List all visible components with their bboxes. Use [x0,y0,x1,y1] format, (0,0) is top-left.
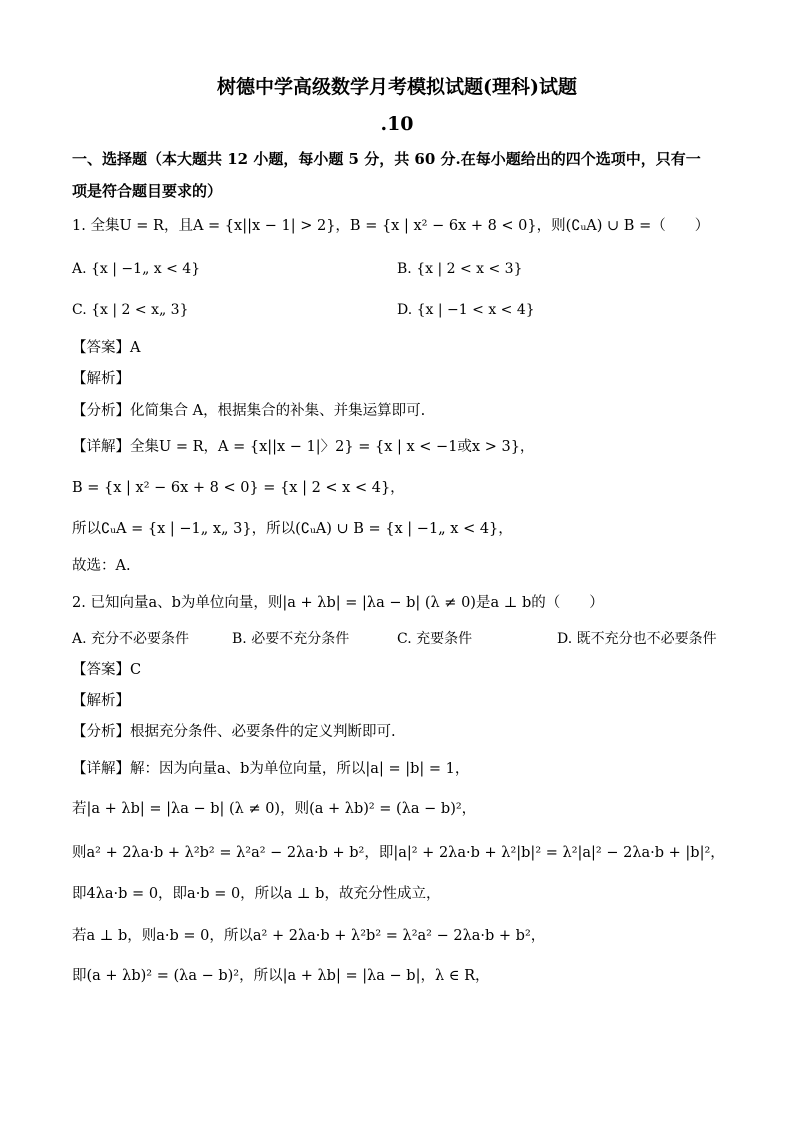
q1-option-a: A. {x | −1„ x < 4} [72,261,201,277]
q2-detail-4: 即4λa·b = 0，即a·b = 0，所以a ⊥ b，故充分性成立， [72,886,441,902]
q1-jiexi: 【解析】 [72,371,130,387]
q2-option-c: C. 充要条件 [397,631,473,647]
q1-answer: 【答案】A [72,340,141,356]
q1-option-d: D. {x | −1 < x < 4} [397,302,535,318]
q2-detail-2: 若|a + λb| = |λa − b| (λ ≠ 0)，则(a + λb)² = (λa − b)²， [72,801,477,817]
q2-option-d: D. 既不充分也不必要条件 [557,631,717,647]
q1-detail-1: 【详解】全集U = R，A = {x||x − 1|〉2} = {x | x < −1或x > 3}， [72,439,535,455]
q1-analysis: 【分析】化简集合 A，根据集合的补集、并集运算即可. [72,403,426,419]
section-heading-line2: 项是符合题目要求的） [72,182,223,200]
q2-detail-6: 即(a + λb)² = (λa − b)²，所以|a + λb| = |λa − b|，λ ∈ R， [72,968,490,984]
q2-detail-1: 【详解】解：因为向量a、b为单位向量，所以|a| = |b| = 1， [72,761,470,777]
q2-option-b: B. 必要不充分条件 [232,631,350,647]
q2-detail-5: 若a ⊥ b，则a·b = 0，所以a² + 2λa·b + λ²b² = λ²a² − 2λa·b + b²， [72,928,546,944]
q2-analysis: 【分析】根据充分条件、必要条件的定义判断即可. [72,724,396,740]
q1-option-c: C. {x | 2 < x„ 3} [72,302,189,318]
q1-option-b: B. {x | 2 < x < 3} [397,261,523,277]
q2-stem: 2. 已知向量a、b为单位向量，则|a + λb| = |λa − b| (λ ≠ 0)是a ⊥ b的（ ） [72,595,604,611]
page-title: 树德中学高级数学月考模拟试题(理科)试题 [217,76,577,98]
q2-answer: 【答案】C [72,662,142,678]
page-subtitle: .10 [380,113,414,135]
q1-detail-3: 所以∁ᵤA = {x | −1„ x„ 3}，所以(∁ᵤA) ∪ B = {x | −1„ x < 4}， [72,521,513,537]
q1-stem: 1. 全集U = R，且A = {x||x − 1| > 2}，B = {x | x² − 6x + 8 < 0}，则(∁ᵤA) ∪ B =（ ） [72,218,710,234]
q2-detail-3: 则a² + 2λa·b + λ²b² = λ²a² − 2λa·b + b²，即|a|² + 2λa·b + λ²|b|² = λ²|a|² − 2λa·b + |b|²， [72,845,725,861]
q1-detail-2: B = {x | x² − 6x + 8 < 0} = {x | 2 < x < 4}， [72,480,405,496]
q2-jiexi: 【解析】 [72,693,130,709]
q1-choose: 故选：A. [72,558,131,574]
q2-option-a: A. 充分不必要条件 [72,631,190,647]
section-heading-line1: 一、选择题（本大题共 12 小题，每小题 5 分，共 60 分.在每小题给出的四个选项中，只有一 [72,150,701,168]
